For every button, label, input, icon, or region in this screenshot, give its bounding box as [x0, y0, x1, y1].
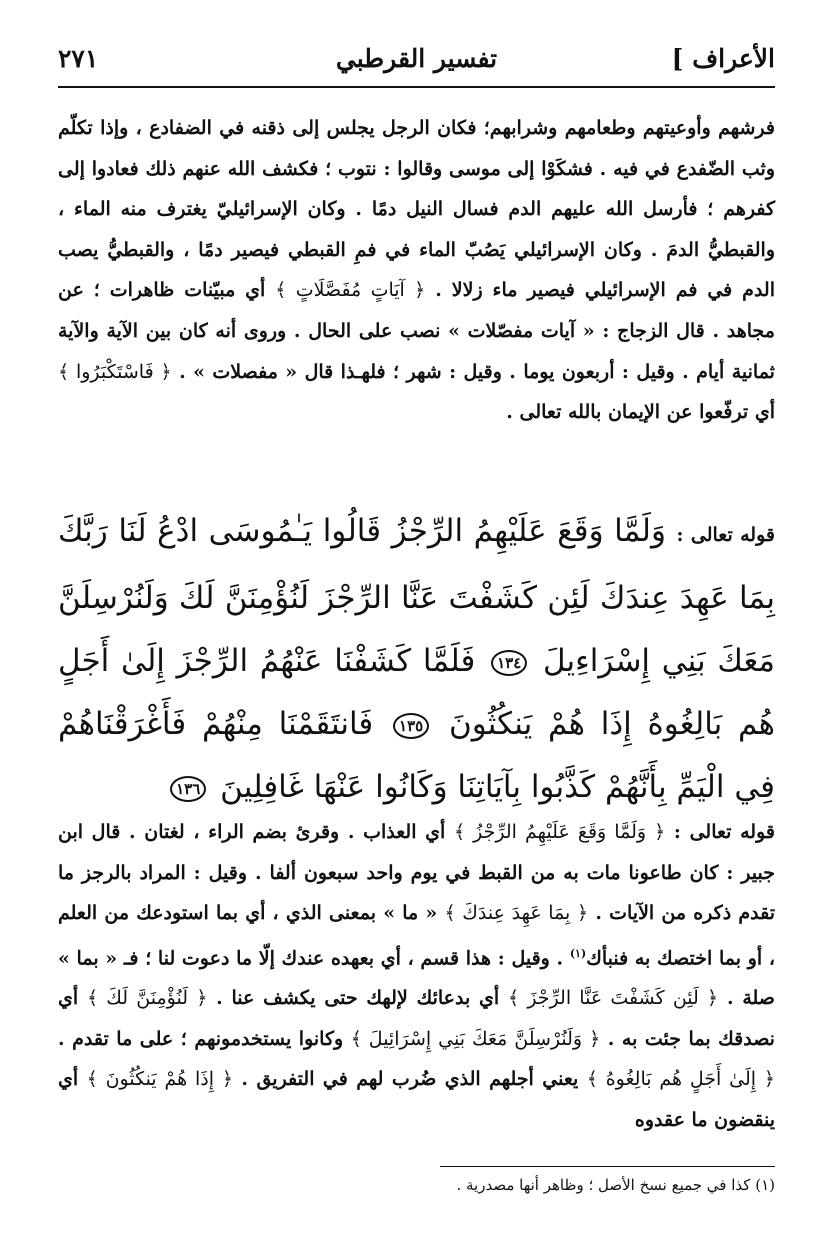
quran-quote: ﴿ لَئِن كَشَفْتَ عَنَّا الرِّجْزَ ﴾	[507, 987, 719, 1010]
commentary-text: قوله تعالى :	[673, 821, 775, 843]
commentary-text: أي ينقضون ما عقدوه	[58, 1068, 775, 1131]
commentary-text: يعني أجلهم الذي ضُرب لهم في التفريق .	[241, 1068, 579, 1091]
paragraph-commentary	[58, 812, 775, 1140]
verse-block	[58, 500, 775, 819]
verse-text: وَلَمَّا وَقَعَ عَلَيْهِمُ الرِّجْزُ قَالُوا يَـٰمُوسَى ادْعُ لَنَا رَبَّكَ بِمَا عَهِدَ عِندَكَ لَئِن كَشَفْتَ عَنَّا الرِّجْزَ لَنُؤْمِنَنَّ لَكَ وَلَنُرْسِلَنَّ مَعَكَ بَنِي إِسْرَاءِيلَ	[58, 513, 776, 679]
footnote	[58, 1176, 775, 1194]
book-title: تفسير القرطبي	[335, 44, 498, 73]
page-header	[58, 38, 775, 88]
verse-text: فَانتَقَمْنَا مِنْهُمْ فَأَغْرَقْنَاهُمْ فِي الْيَمِّ بِأَنَّهُمْ كَذَّبُوا بِآيَاتِنَا وَكَانُوا عَنْهَا غَافِلِينَ	[58, 706, 775, 805]
footnote-rule	[440, 1166, 775, 1167]
ayah-marker: ١٣٤	[491, 650, 527, 676]
intro-text: أي مبيّنات ظاهرات ؛ عن مجاهد . قال الزجاج : « آيات مفصّلات » نصب على الحال . وروى أنه كان بين الآية والآية ثمانية أيام . وقيل : أربعون يوما . وقيل : شهر ؛ فلهـذا قال « مفصلات » .	[58, 279, 775, 383]
footnote-number: (١)	[755, 1176, 775, 1194]
commentary-text: أي نصدقك بما جئت به .	[58, 987, 775, 1050]
commentary-text: أي بدعائك لإلهك حتى يكشف عنا .	[216, 987, 500, 1010]
quran-quote: ﴿ فَاسْتَكْبَرُوا ﴾	[58, 360, 172, 383]
commentary-text: . وقيل : هذا قسم ، أي بعهده عندك إلّا ما دعوت لنا ؛ فـ « بما » صلة .	[58, 946, 775, 1010]
ayah-marker: ١٣٥	[393, 713, 429, 739]
intro-text: فرشهم وأوعيتهم وطعامهم وشرابهم؛ فكان الرجل يجلس إلى ذقنه في الضفادع ، وإذا تكلّم وثب الضّفدع في فيه . فشكَوْا إلى موسى وقالوا : نتوب ؛ فكشف الله عنهم ذلك فعادوا إلى كفرهم ؛ فأرسل الله عليهم الدم فسال النيل دمًا . وكان الإسرائيليّ يغترف منه الماء ، والقبطيُّ الدمَ . وكان الإسرائيلي يَصُبّ الماء في فمِ القبطي فيصير دمًا ، والقبطيُّ يصب الدم في فم الإسرائيلي فيصير ماء زلالا .	[58, 117, 775, 302]
footnote-ref: (١)	[569, 946, 587, 960]
quran-quote: ﴿ إِذَا هُمْ يَنكُثُونَ ﴾	[86, 1068, 233, 1091]
footnote-text: كذا في جميع نسخ الأصل ؛ وظاهر أنها مصدرية .	[456, 1176, 751, 1194]
header-rule	[58, 86, 775, 88]
ayah-marker: ١٣٦	[170, 776, 206, 802]
page-number: ٢٧١	[58, 44, 99, 73]
quran-quote: ﴿ إِلَىٰ أَجَلٍ هُم بَالِغُوهُ ﴾	[586, 1068, 776, 1091]
commentary-text: أي العذاب . وقرئ بضم الراء ، لغتان . قال ابن جبير : كان طاعونا مات به من القبط في يوم واحد سبعون ألفا . وقيل : المراد بالرجز ما تقدم ذكره من الآيات .	[58, 821, 776, 924]
commentary-text: وكانوا يستخدمونهم ؛ على ما تقدم .	[58, 1027, 344, 1050]
verse-text: فَلَمَّا كَشَفْنَا عَنْهُمُ الرِّجْزَ إِلَىٰ أَجَلٍ هُم بَالِغُوهُ إِذَا هُمْ يَنكُثُونَ	[58, 643, 776, 742]
quran-quote: ﴿ آيَاتٍ مُفَصَّلَاتٍ ﴾	[275, 279, 426, 302]
quran-quote: ﴿ لَنُؤْمِنَنَّ لَكَ ﴾	[86, 987, 208, 1010]
paragraph-intro	[58, 108, 775, 433]
quran-quote: ﴿ وَلَمَّا وَقَعَ عَلَيْهِمُ الرِّجْزُ ﴾	[453, 821, 666, 843]
quran-quote: ﴿ وَلَنُرْسِلَنَّ مَعَكَ بَنِي إِسْرَائِيلَ ﴾	[350, 1027, 601, 1050]
commentary-text: « ما » بمعنى الذي ، أي بما استودعك من العلم ، أو بما اختصك به فنبأك	[58, 902, 775, 969]
surah-name: الأعراف	[692, 44, 775, 73]
quran-quote: ﴿ بِمَا عَهِدَ عِندَكَ ﴾	[444, 902, 589, 924]
intro-text: أي ترفّعوا عن الإيمان بالله تعالى .	[506, 401, 775, 424]
verse-lead: قوله تعالى :	[676, 524, 775, 546]
bracket-mark: ]	[671, 44, 684, 73]
